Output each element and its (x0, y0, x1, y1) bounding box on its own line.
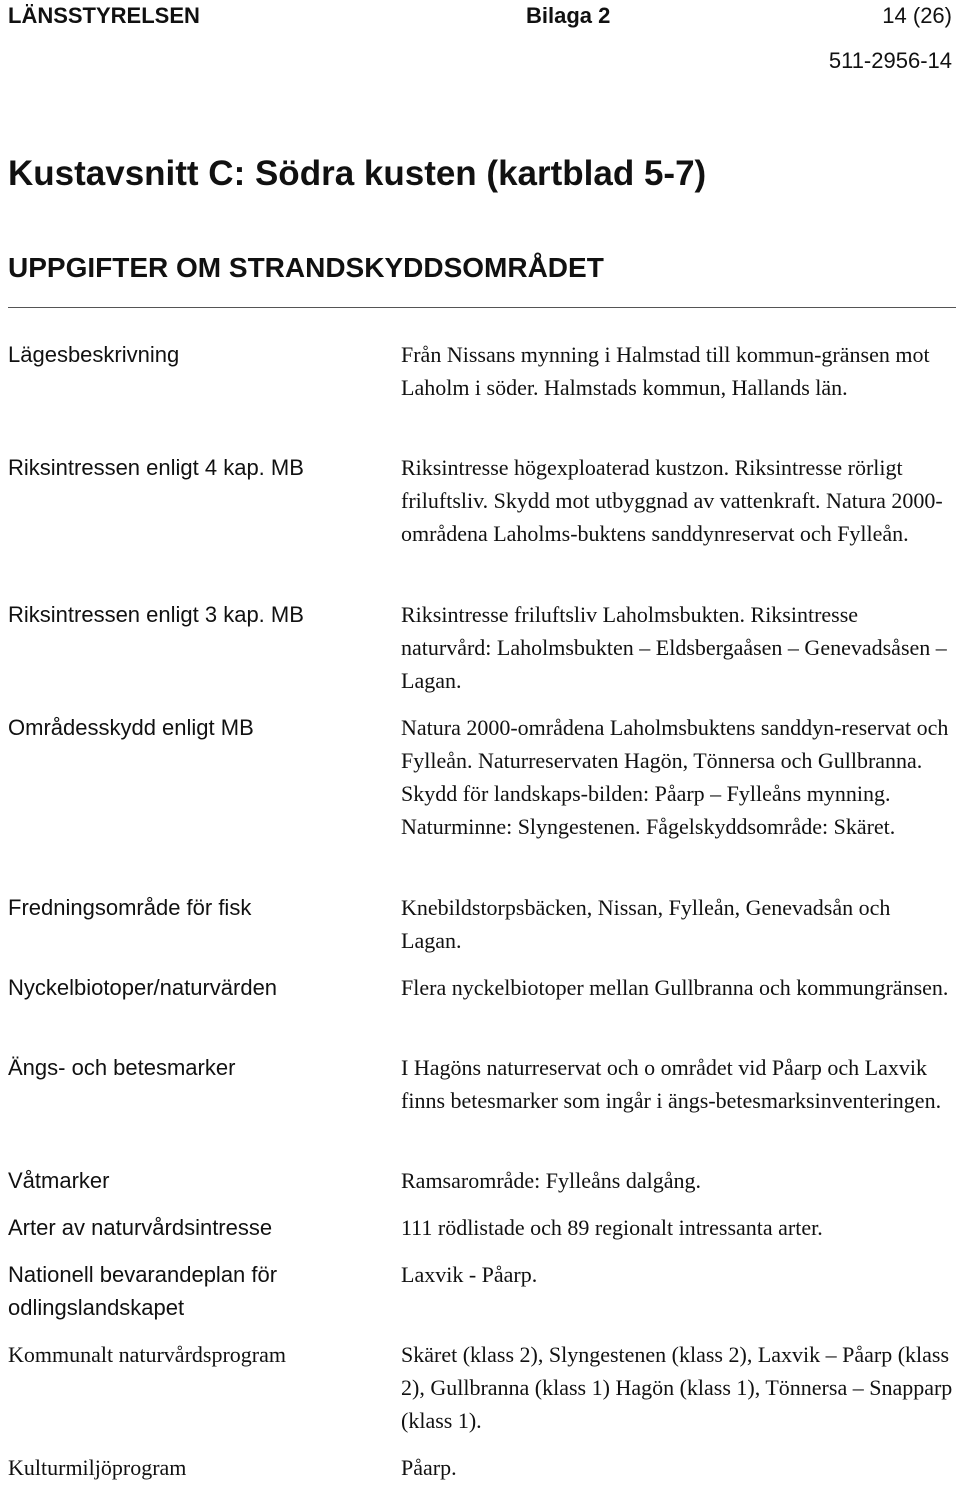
row-label-nyckelbiotoper: Nyckelbiotoper/naturvärden (8, 975, 278, 1000)
row-value-fredningsomrade: Knebildstorpsbäcken, Nissan, Fylleån, Genevadsån och Lagan. (401, 895, 891, 953)
row-label-omradesskydd: Områdesskydd enligt MB (8, 715, 254, 740)
section-heading: UPPGIFTER OM STRANDSKYDDSOMRÅDET (8, 252, 604, 283)
page-title: Kustavsnitt C: Södra kusten (kartblad 5-7) (8, 154, 707, 193)
row-value-omradesskydd: Natura 2000-områdena Laholmsbuktens sanddyn-reservat och Fylleån. Naturreservaten Hagön, Tönnersa och Gullbranna. Skydd för landskaps-bilden: Påarp – Fylleåns mynning. Naturminne: Slyngestenen. Fågelskyddsområde: Skäret. (401, 715, 949, 839)
row-value-nyckelbiotoper: Flera nyckelbiotoper mellan Gullbranna och kommungränsen. (401, 975, 949, 1000)
page-number: 14 (26) (882, 3, 952, 28)
attachment-label: Bilaga 2 (526, 3, 611, 28)
row-value-riksintressen-3-kap: Riksintresse friluftsliv Laholmsbukten. Riksintresse naturvård: Laholmsbukten – Eldsbergaåsen – Genevadsåsen – Lagan. (401, 602, 947, 693)
row-label-arter: Arter av naturvårdsintresse (8, 1215, 273, 1240)
row-value-vatmarker: Ramsarområde: Fylleåns dalgång. (401, 1168, 701, 1193)
row-value-riksintressen-4-kap: Riksintresse högexploaterad kustzon. Riksintresse rörligt friluftsliv. Skydd mot utbyggnad av vattenkraft. Natura 2000-områdena Laholms-buktens sanddynreservat och Fylleån. (401, 455, 943, 546)
document-number: 511-2956-14 (828, 48, 952, 73)
row-value-bevarandeplan: Laxvik - Påarp. (401, 1262, 538, 1287)
row-label-angs-betesmarker: Ängs- och betesmarker (8, 1055, 236, 1080)
row-label-kulturmiljoprogram: Kulturmiljöprogram (8, 1455, 187, 1480)
row-label-fredningsomrade: Fredningsområde för fisk (8, 895, 252, 920)
row-value-kulturmiljoprogram: Påarp. (401, 1455, 457, 1480)
row-value-lagesbeskrivning: Från Nissans mynning i Halmstad till kommun-gränsen mot Laholm i söder. Halmstads kommun, Hallands län. (401, 342, 930, 400)
row-label-riksintressen-3-kap: Riksintressen enligt 3 kap. MB (8, 602, 304, 627)
row-label-vatmarker: Våtmarker (8, 1168, 110, 1193)
row-value-angs-betesmarker: I Hagöns naturreservat och o området vid Påarp och Laxvik finns betesmarker som ingår i ängs-betesmarksinventeringen. (401, 1055, 942, 1113)
heading-rule (8, 307, 956, 308)
row-label-bevarandeplan: Nationell bevarandeplan för odlingslandskapet (8, 1262, 278, 1320)
row-value-arter: 111 rödlistade och 89 regionalt intressanta arter. (401, 1215, 823, 1240)
agency-name: LÄNSSTYRELSEN (8, 3, 200, 28)
row-value-naturvardsprogram: Skäret (klass 2), Slyngestenen (klass 2), Laxvik – Påarp (klass 2), Gullbranna (klass 1) Hagön (klass 1), Tönnersa – Snapparp (klass 1). (401, 1342, 953, 1433)
row-label-naturvardsprogram: Kommunalt naturvårdsprogram (8, 1342, 286, 1367)
row-label-riksintressen-4-kap: Riksintressen enligt 4 kap. MB (8, 455, 304, 480)
row-label-lagesbeskrivning: Lägesbeskrivning (8, 342, 180, 367)
